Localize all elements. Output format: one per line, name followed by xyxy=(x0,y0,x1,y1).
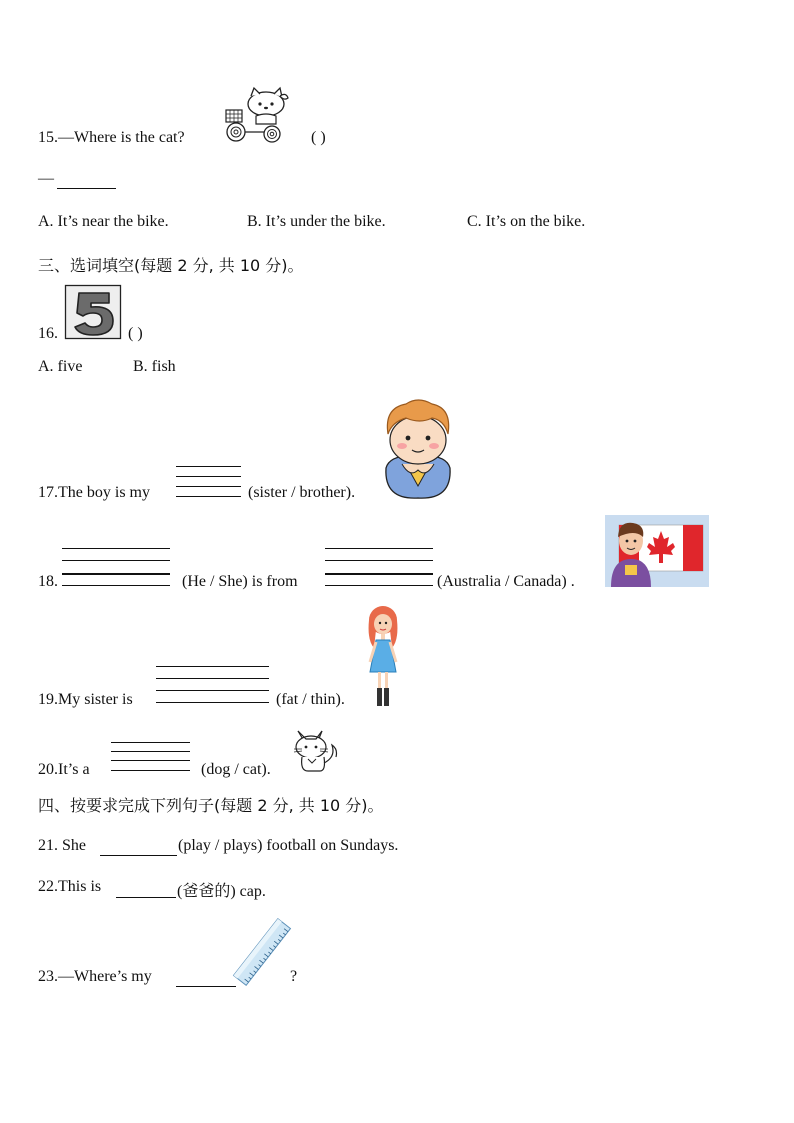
section-4-heading: 四、按要求完成下列句子(每题 2 分, 共 10 分)。 xyxy=(38,796,384,815)
canada-flag-boy-image xyxy=(605,515,709,587)
q19-prefix: 19.My sister is xyxy=(38,691,133,708)
q23-answer-blank[interactable] xyxy=(176,986,236,987)
q19-choices: (fat / thin). xyxy=(276,691,345,708)
q21-suffix: (play / plays) football on Sundays. xyxy=(178,837,399,854)
q15-answer-blank[interactable] xyxy=(57,188,116,189)
q19-writing-lines[interactable] xyxy=(156,666,269,704)
q15-question: 15.—Where is the cat? xyxy=(38,129,185,146)
q22-answer-blank[interactable] xyxy=(116,897,176,898)
q22-suffix: (爸爸的) cap. xyxy=(177,883,266,900)
q18-middle: (He / She) is from xyxy=(182,573,298,590)
q23-suffix: ? xyxy=(290,968,298,985)
q20-choices: (dog / cat). xyxy=(201,761,271,778)
boy-image xyxy=(380,398,456,500)
q16-answer-paren: ( ) xyxy=(128,325,143,342)
q17-choices: (sister / brother). xyxy=(248,484,356,501)
q15-option-a: A. It’s near the bike. xyxy=(38,213,169,230)
q23-prefix: 23.—Where’s my xyxy=(38,968,152,985)
q17-prefix: 17.The boy is my xyxy=(38,484,150,501)
q18-choices: (Australia / Canada) . xyxy=(437,573,575,590)
q18-writing-lines-2[interactable] xyxy=(325,548,433,588)
section-3-heading: 三、选词填空(每题 2 分, 共 10 分)。 xyxy=(38,256,304,275)
cat-image xyxy=(292,727,340,773)
q18-writing-lines-1[interactable] xyxy=(62,548,170,588)
ruler-image xyxy=(232,922,292,982)
q17-writing-lines[interactable] xyxy=(176,466,241,498)
q21-prefix: 21. She xyxy=(38,837,86,854)
q15-option-b: B. It’s under the bike. xyxy=(247,213,386,230)
q15-answer-paren: ( ) xyxy=(311,129,326,146)
q21-answer-blank[interactable] xyxy=(100,855,177,856)
number-five-card-image xyxy=(65,285,121,339)
q20-prefix: 20.It’s a xyxy=(38,761,90,778)
q22-prefix: 22.This is xyxy=(38,878,102,895)
q20-writing-lines[interactable] xyxy=(111,742,190,772)
q16-number: 16. xyxy=(38,325,58,342)
q16-option-a: A. five xyxy=(38,358,83,375)
thin-girl-image xyxy=(364,606,404,708)
q18-number: 18. xyxy=(38,573,58,590)
hello-kitty-bike-image xyxy=(218,90,298,140)
q15-option-c: C. It’s on the bike. xyxy=(467,213,586,230)
q15-answer-dash: — xyxy=(38,170,54,187)
q16-option-b: B. fish xyxy=(133,358,176,375)
